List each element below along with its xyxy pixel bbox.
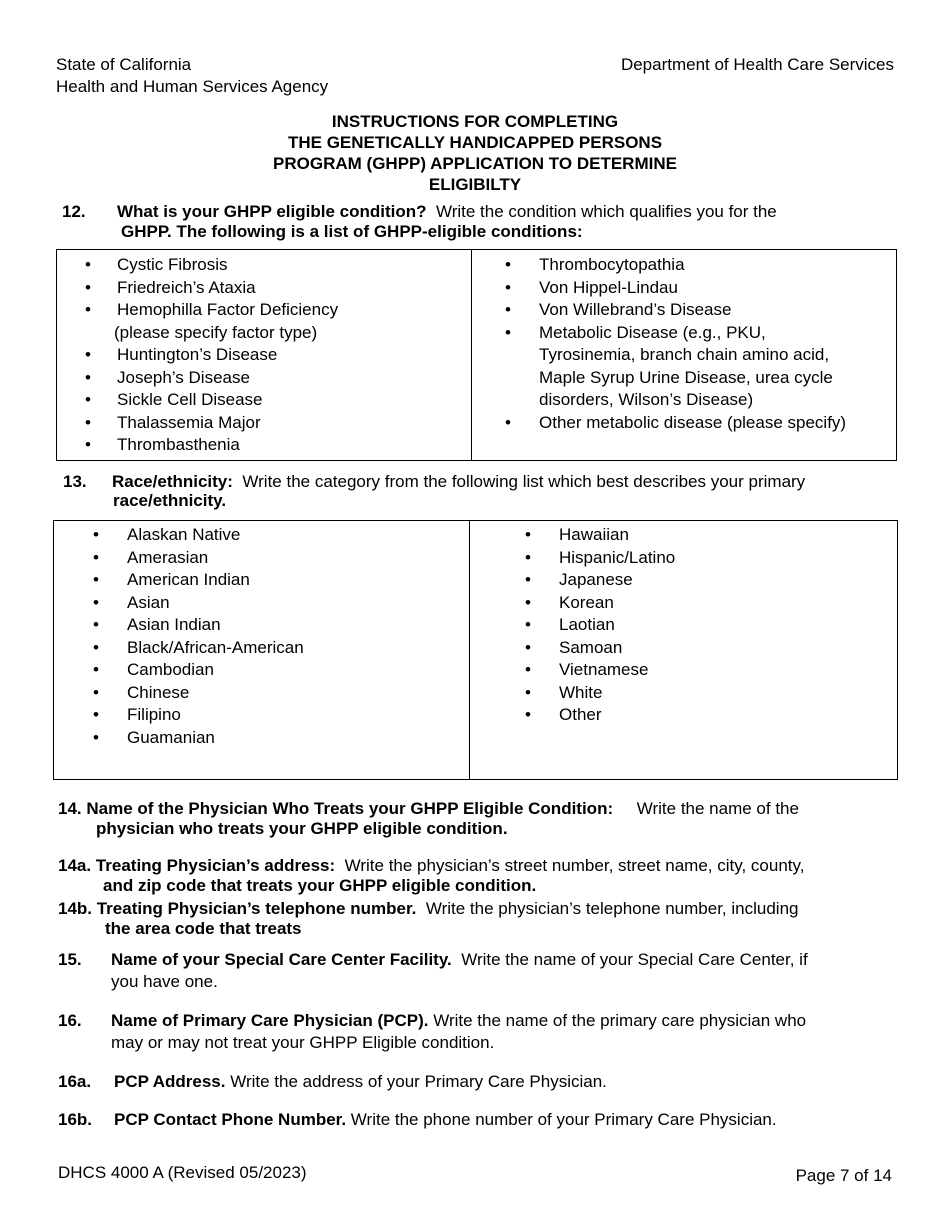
question-number: 16a. xyxy=(58,1072,92,1091)
question-text: Write the physician’s street number, street name, city, county, xyxy=(344,856,805,875)
list-item: • Thrombasthenia xyxy=(117,434,338,457)
conditions-list-left xyxy=(114,254,339,457)
list-item-cont: disorders, Wilson’s Disease) xyxy=(539,390,754,409)
question-text-cont: race/ethnicity. xyxy=(113,491,227,510)
form-identifier: DHCS 4000 A (Revised 05/2023) xyxy=(58,1163,307,1182)
list-item-note: (please specify factor type) xyxy=(114,322,318,342)
list-item: • Huntington’s Disease xyxy=(117,344,338,367)
list-item: • Von Willebrand’s Disease xyxy=(539,299,846,322)
race-ethnicity-table xyxy=(53,520,898,780)
race-list-right xyxy=(559,524,675,727)
list-item: • Cystic Fibrosis xyxy=(117,254,338,277)
question-16a xyxy=(58,1072,898,1092)
list-item: • Chinese xyxy=(127,682,304,705)
question-label: Race/ethnicity: xyxy=(112,472,233,491)
list-item: • Other metabolic disease (please specify) xyxy=(539,412,846,435)
question-label: PCP Address. xyxy=(114,1072,226,1091)
page-number: Page 7 of 14 xyxy=(795,1166,892,1185)
title-line: PROGRAM (GHPP) APPLICATION TO DETERMINE xyxy=(273,154,677,173)
question-16 xyxy=(58,1011,898,1053)
question-text: Write the name of your Special Care Center, if xyxy=(461,950,808,969)
list-item: • Korean xyxy=(559,592,675,615)
list-item: • Alaskan Native xyxy=(127,524,304,547)
list-item: • Filipino xyxy=(127,704,304,727)
agency-name: Health and Human Services Agency xyxy=(56,77,329,97)
question-text: Write the name of the primary care physician who xyxy=(433,1011,807,1030)
list-item: • Asian xyxy=(127,592,304,615)
department-name: Department of Health Care Services xyxy=(620,55,894,74)
list-item: • Friedreich’s Ataxia xyxy=(117,277,338,300)
question-label: PCP Contact Phone Number. xyxy=(114,1110,347,1129)
question-text: Write the condition which qualifies you for the xyxy=(435,202,777,221)
question-12 xyxy=(62,202,902,242)
question-15 xyxy=(58,950,898,992)
list-item: • Cambodian xyxy=(127,659,304,682)
question-label: Name of your Special Care Center Facility. xyxy=(111,950,452,969)
page-title xyxy=(0,111,950,195)
question-number: 12. xyxy=(62,202,86,221)
title-line: INSTRUCTIONS FOR COMPLETING xyxy=(331,112,619,131)
list-item-cont: Tyrosinemia, branch chain amino acid, xyxy=(539,345,830,364)
list-item: • Other xyxy=(559,704,675,727)
list-item: • Joseph’s Disease xyxy=(117,367,338,390)
list-item: • Metabolic Disease (e.g., PKU, xyxy=(539,322,846,345)
question-text-cont: you have one. xyxy=(111,972,218,991)
list-item: • Sickle Cell Disease xyxy=(117,389,338,412)
list-item: • Thalassemia Major xyxy=(117,412,338,435)
conditions-table xyxy=(56,249,897,461)
question-text-cont: physician who treats your GHPP eligible condition. xyxy=(96,819,508,838)
list-item: • Samoan xyxy=(559,637,675,660)
conditions-list-right xyxy=(539,254,846,434)
title-line: THE GENETICALLY HANDICAPPED PERSONS xyxy=(287,133,663,152)
list-item: • Black/African-American xyxy=(127,637,304,660)
list-item: • White xyxy=(559,682,675,705)
question-number: 15. xyxy=(58,950,82,969)
column-divider xyxy=(469,521,470,779)
list-item: • Laotian xyxy=(559,614,675,637)
question-text-cont: the area code that treats xyxy=(105,919,302,938)
question-number: 13. xyxy=(63,472,87,491)
question-text: Write the category from the following list which best describes your primary xyxy=(242,472,806,491)
question-13 xyxy=(63,472,903,510)
question-text: Write the name of the xyxy=(636,799,799,818)
question-number: 16. xyxy=(58,1011,82,1030)
question-label: 14a. Treating Physician’s address: xyxy=(58,856,336,875)
question-text-cont: GHPP. The following is a list of GHPP-eligible conditions: xyxy=(121,222,583,241)
agency-header xyxy=(56,54,328,98)
state-name: State of California xyxy=(56,55,192,74)
question-label: 14. Name of the Physician Who Treats your GHPP Eligible Condition: xyxy=(58,799,614,818)
list-item: • Amerasian xyxy=(127,547,304,570)
list-item-cont: Maple Syrup Urine Disease, urea cycle xyxy=(539,367,833,387)
title-line: ELIGIBILTY xyxy=(428,175,522,194)
list-item: • American Indian xyxy=(127,569,304,592)
question-14a xyxy=(58,856,898,896)
question-label: What is your GHPP eligible condition? xyxy=(117,202,427,221)
list-item: • Guamanian xyxy=(127,727,304,750)
question-14b xyxy=(58,899,898,939)
question-text: Write the phone number of your Primary Care Physician. xyxy=(350,1110,777,1129)
question-number: 16b. xyxy=(58,1110,93,1129)
column-divider xyxy=(471,250,472,460)
list-item: • Japanese xyxy=(559,569,675,592)
list-item: • Hemophilla Factor Deficiency xyxy=(117,299,338,322)
race-list-left xyxy=(127,524,304,749)
list-item: • Hawaiian xyxy=(559,524,675,547)
list-item: • Hispanic/Latino xyxy=(559,547,675,570)
question-label: 14b. Treating Physician’s telephone number. xyxy=(58,899,417,918)
list-item: • Thrombocytopathia xyxy=(539,254,846,277)
question-16b xyxy=(58,1110,898,1130)
question-14 xyxy=(58,799,898,839)
question-text: Write the physician’s telephone number, including xyxy=(425,899,799,918)
question-text: Write the address of your Primary Care Physician. xyxy=(230,1072,607,1091)
list-item: • Von Hippel-Lindau xyxy=(539,277,846,300)
question-label: Name of Primary Care Physician (PCP). xyxy=(111,1011,429,1030)
question-text-cont: and zip code that treats your GHPP eligible condition. xyxy=(103,876,537,895)
list-item: • Asian Indian xyxy=(127,614,304,637)
list-item: • Vietnamese xyxy=(559,659,675,682)
question-text-cont: may or may not treat your GHPP Eligible condition. xyxy=(111,1033,495,1052)
